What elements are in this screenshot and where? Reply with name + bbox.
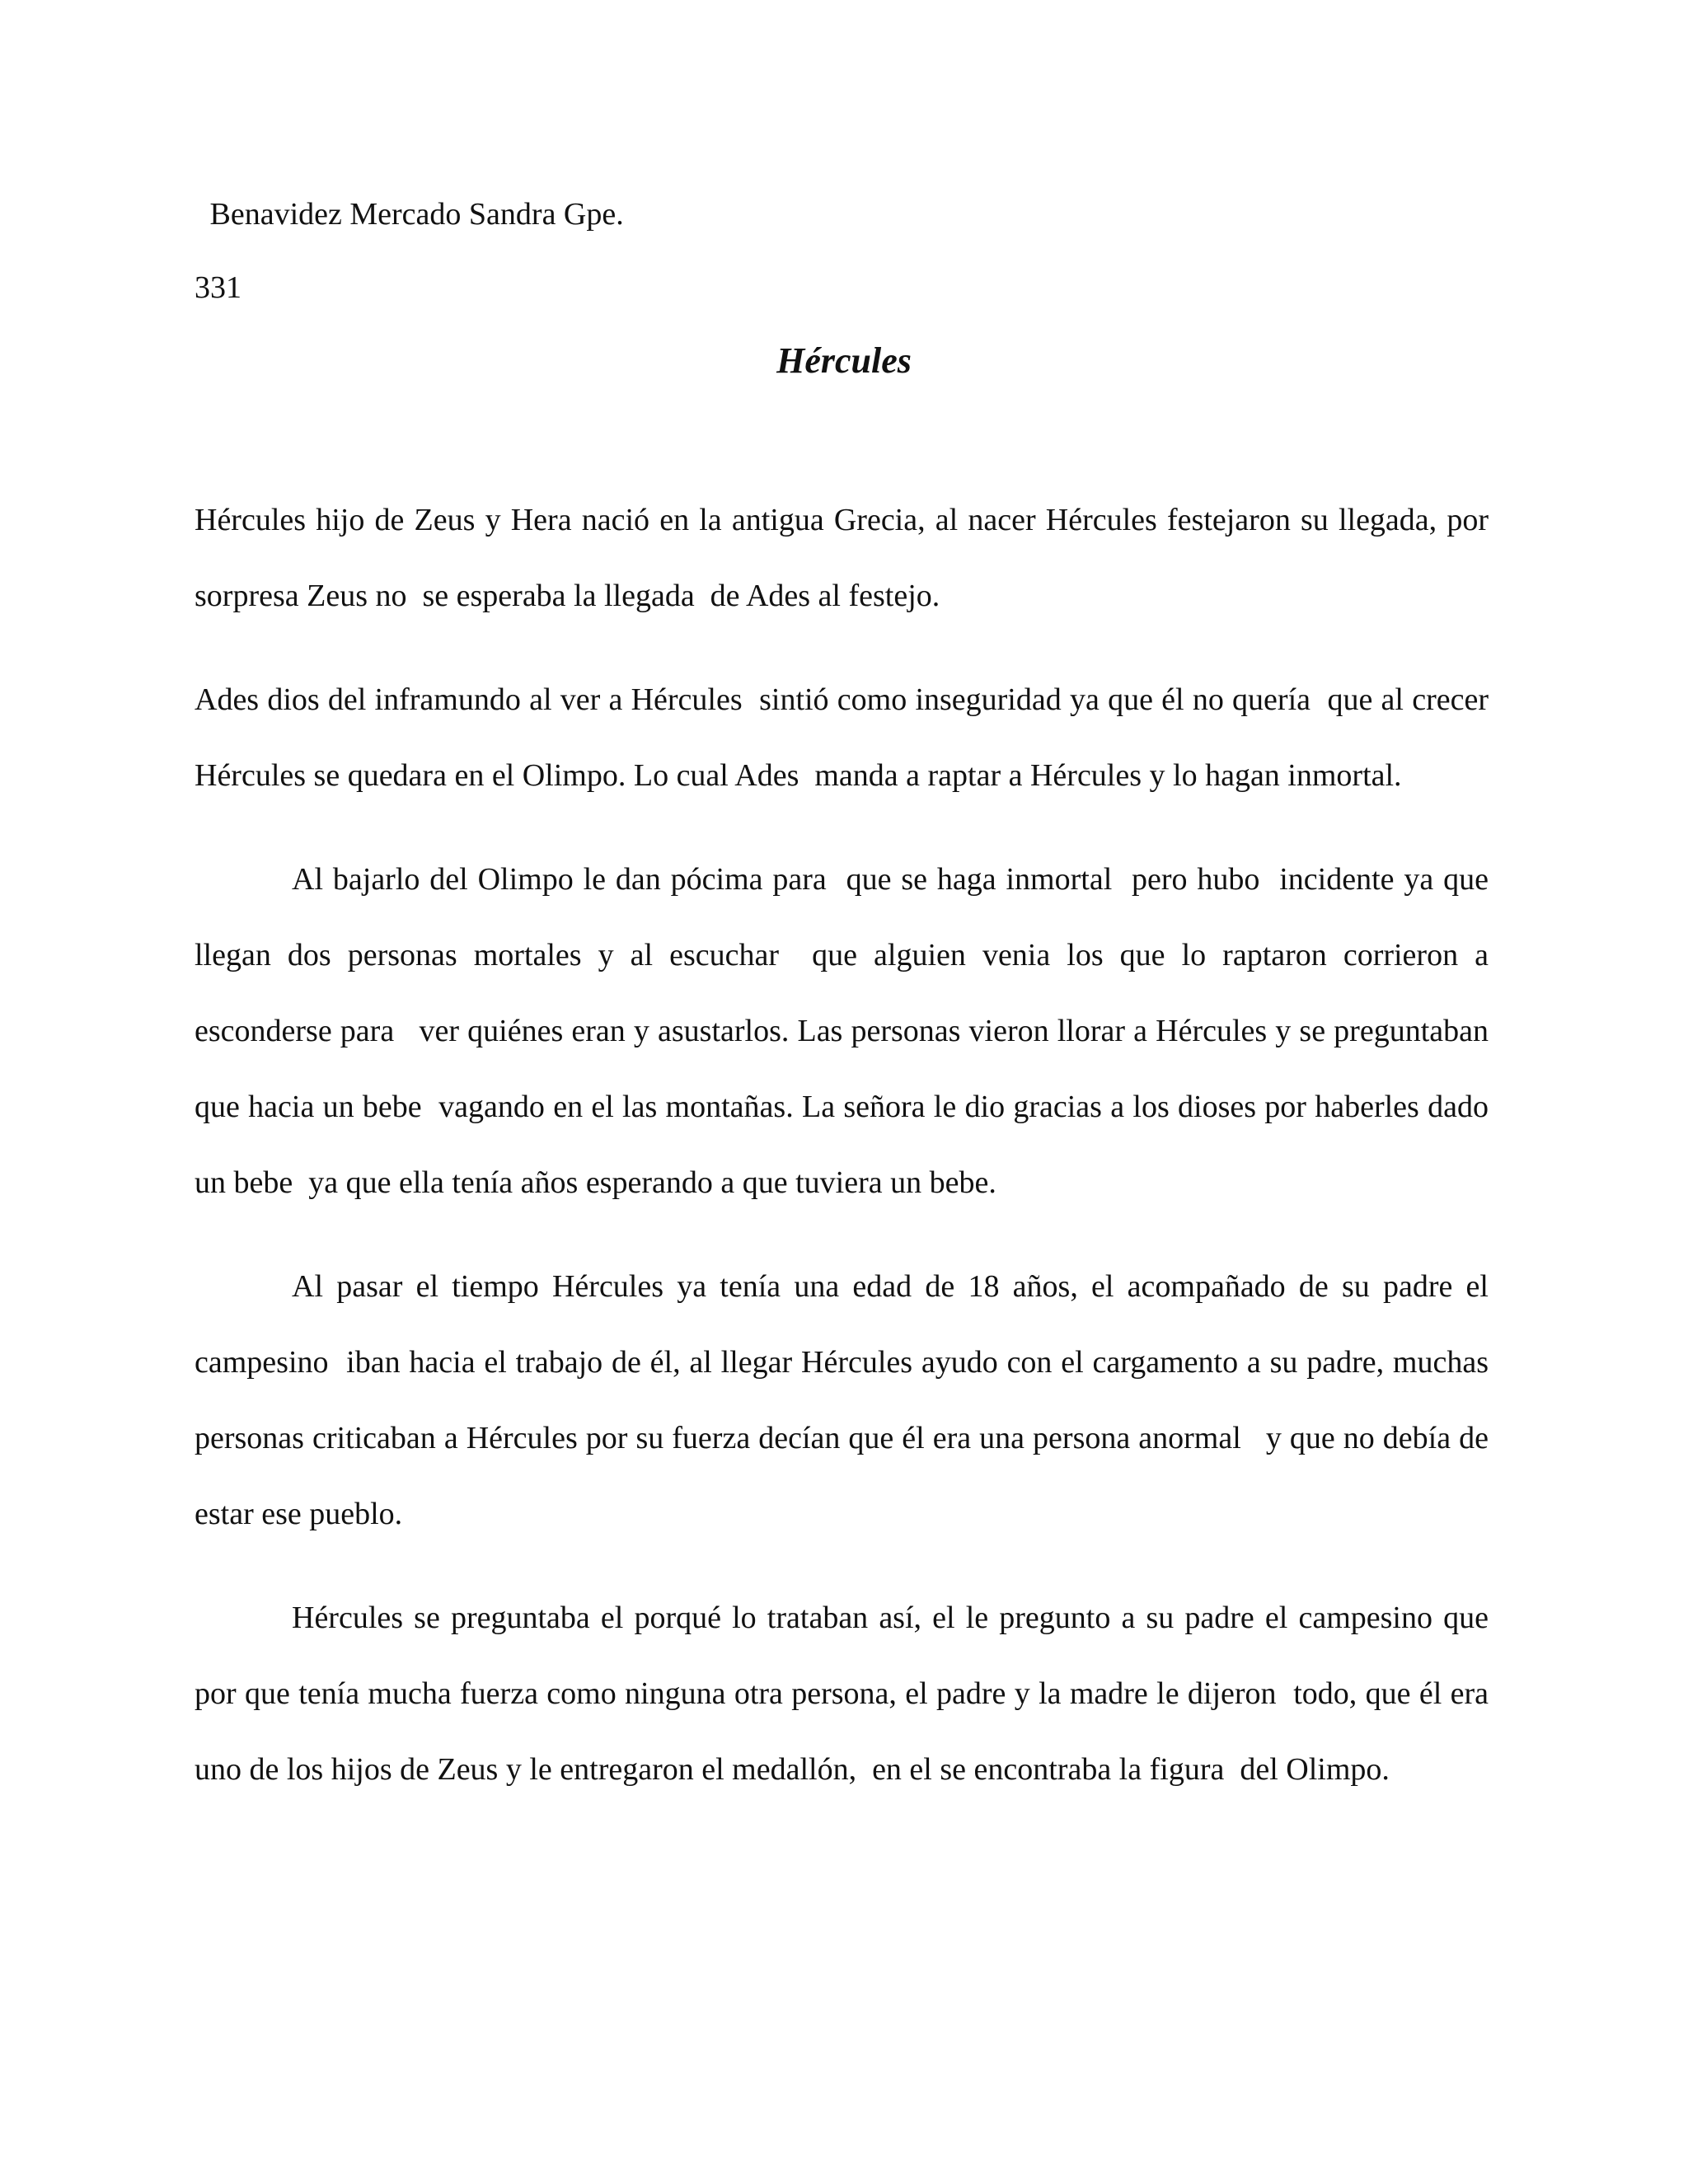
paragraph-1: Hércules hijo de Zeus y Hera nació en la antigua Grecia, al nacer Hércules festejaron su llegada, por sorpresa Zeus no se esperaba la llegada de Ades al festejo.	[195, 503, 1497, 613]
paragraph-2: Ades dios del inframundo al ver a Hércules sintió como inseguridad ya que él no quería que al crecer Hércules se quedara en el Olimpo. Lo cual Ades manda a raptar a Hércules y lo hagan inmortal.	[195, 682, 1497, 793]
paragraph-4: Al pasar el tiempo Hércules ya tenía una edad de 18 años, el acompañado de su padre el campesino iban hacia el trabajo de él, al llegar Hércules ayudo con el cargamento a su padre, muchas personas criticaban a Hércules por su fuerza decían que él era una persona anormal y que no debía de estar ese pueblo.	[195, 1269, 1497, 1531]
group-number: 331	[195, 270, 241, 305]
document-body	[195, 482, 1497, 1835]
document-title: Hércules	[776, 340, 912, 381]
paragraph-3: Al bajarlo del Olimpo le dan pócima para que se haga inmortal pero hubo incidente ya que llegan dos personas mortales y al escuchar que alguien venia los que lo raptaron corrieron a esconderse para ver quiénes eran y asustarlos. Las personas vieron llorar a Hércules y se preguntaban que hacia un bebe vagando en el las montañas. La señora le dio gracias a los dioses por haberles dado un bebe ya que ella tenía años esperando a que tuviera un bebe.	[195, 862, 1497, 1200]
paragraph-5: Hércules se preguntaba el porqué lo trataban así, el le pregunto a su padre el campesino que por que tenía mucha fuerza como ninguna otra persona, el padre y la madre le dijeron todo, que él era uno de los hijos de Zeus y le entregaron el medallón, en el se encontraba la figura del Olimpo.	[195, 1601, 1497, 1787]
author-name: Benavidez Mercado Sandra Gpe.	[202, 197, 624, 232]
